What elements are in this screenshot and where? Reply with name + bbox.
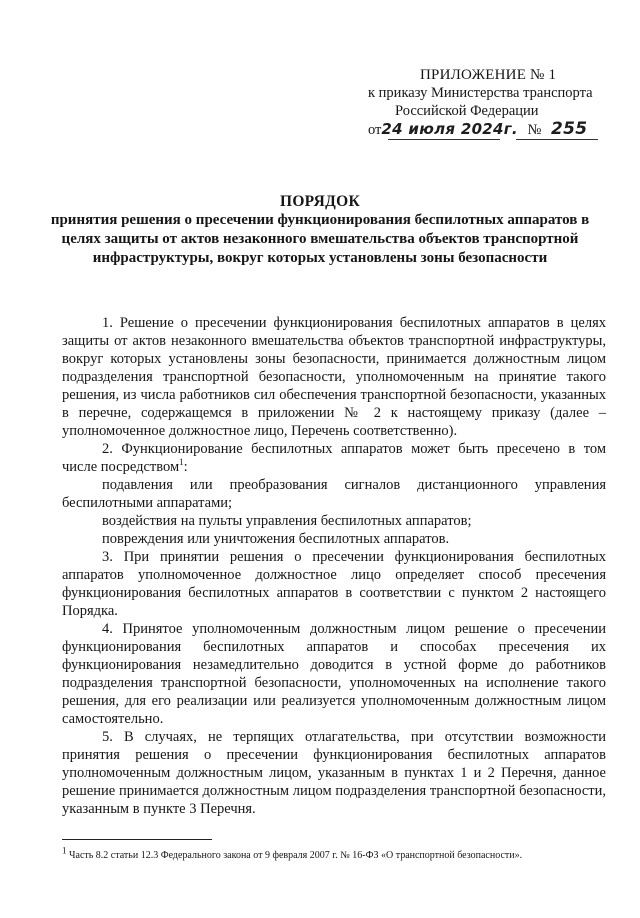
number-label: № xyxy=(527,122,542,138)
paragraph-2-end: : xyxy=(183,459,188,475)
paragraph-2-text: 2. Функционирование беспилотных аппаратов может быть пресечено в том числе посредством xyxy=(62,441,606,475)
paragraph-2c: повреждения или уничтожения беспилотных аппаратов. xyxy=(102,531,450,547)
footnote-mark: 1 xyxy=(62,845,67,856)
footnote xyxy=(62,845,622,862)
document-subtitle: принятия решения о пресечении функционирования беспилотных аппаратов в целях защиты от актов незаконного вмешательства объектов транспортной инфраструктуры, вокруг которых установлены зоны безопасности xyxy=(50,212,590,266)
appendix-date-line xyxy=(368,120,587,139)
date-underline xyxy=(388,139,500,140)
paragraph-1: 1. Решение о пресечении функционирования беспилотных аппаратов в целях защиты от актов незаконного вмешательства объектов транспортной инфраструктуры, вокруг которых установлены зоны безопасности, принимается должностным лицом подразделения транспортной безопасности, уполномоченным на принятие такого решения, из числа работников сил обеспечения транспортной безопасности, указанных в перечне, содержащемся в приложении № 2 к настоящему приказу (далее – уполномоченное должностное лицо, Перечень соответственно). xyxy=(62,315,606,439)
footnote-divider xyxy=(62,839,212,840)
paragraph-2b: воздействия на пульты управления беспилотных аппаратов; xyxy=(102,513,472,529)
appendix-order-line: к приказу Министерства транспорта xyxy=(368,85,593,101)
handwritten-date: 24 июля 2024г. xyxy=(381,120,518,138)
footnote-ref: 1 xyxy=(179,457,184,468)
footnote-text: Часть 8.2 статьи 12.3 Федерального закона от 9 февраля 2007 г. № 16-ФЗ «О транспортной безопасности». xyxy=(66,850,523,861)
paragraph-2 xyxy=(62,440,606,476)
handwritten-number: 255 xyxy=(551,119,588,139)
appendix-country-line: Российской Федерации xyxy=(395,103,539,119)
appendix-title: ПРИЛОЖЕНИЕ № 1 xyxy=(420,67,557,83)
number-underline xyxy=(516,139,598,140)
paragraph-2a: подавления или преобразования сигналов дистанционного управления беспилотными аппаратами; xyxy=(62,477,606,511)
paragraph-4: 4. Принятое уполномоченным должностным лицом решение о пресечении функционирования беспилотных аппаратов и способах пресечения их функционирования незамедлительно доводится в устной форме до работников подразделения транспортной безопасности, уполномоченных на исполнение такого решения, для его реализации или реализуется уполномоченным должностным лицом самостоятельно. xyxy=(62,621,606,727)
paragraph-5: 5. В случаях, не терпящих отлагательства, при отсутствии возможности принятия решения о пресечении функционирования беспилотных аппаратов уполномоченным должностным лицом, указанным в пунктах 1 и 2 Перечня, данное решение принимается должностным лицом подразделения транспортной безопасности, указанным в пункте 3 Перечня. xyxy=(62,729,606,817)
body-text xyxy=(62,314,606,818)
paragraph-3: 3. При принятии решения о пресечении функционирования беспилотных аппаратов уполномоченное должностное лицо определяет способ пресечения функционирования беспилотных аппаратов в соответствии с пунктом 2 настоящего Порядка. xyxy=(62,549,606,619)
from-prefix: от xyxy=(368,122,382,138)
document-title: ПОРЯДОК xyxy=(279,193,361,210)
